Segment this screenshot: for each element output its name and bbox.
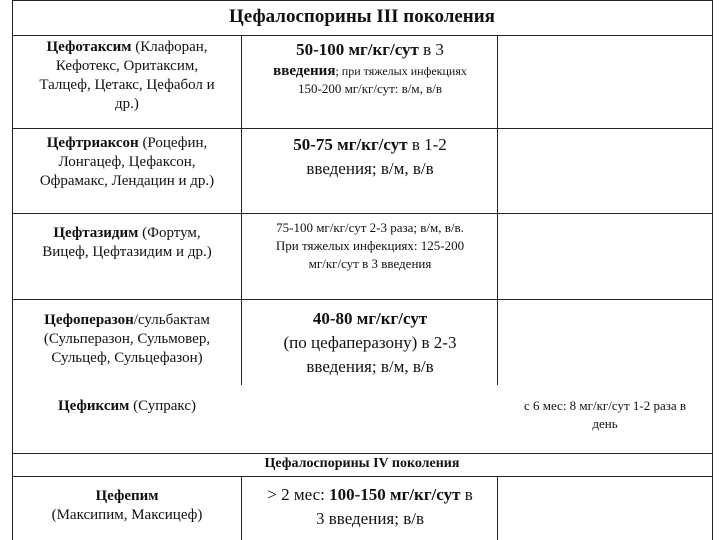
- drug-brands: Талцеф, Цетакс, Цефабол и: [39, 77, 215, 93]
- dose-cell-cefotaxime: [243, 38, 497, 98]
- drug-name: Цефтриаксон: [46, 135, 139, 151]
- grid-line-under-title: [12, 35, 712, 36]
- drug-cell-cefepime: [14, 487, 240, 525]
- drug-brands: др.): [115, 96, 139, 112]
- dose-text: При тяжелых инфекциях: 125-200: [275, 238, 465, 253]
- drug-brands: /сульбактам: [133, 312, 210, 328]
- grid-line-row2-bottom: [12, 213, 712, 214]
- drug-cell-cefotaxime: [14, 38, 240, 114]
- dose-text: ; при тяжелых инфекциях: [335, 64, 467, 78]
- drug-cell-cefoperazone: [14, 311, 240, 368]
- grid-line-section4-top: [12, 453, 712, 454]
- grid-line-section4-title-bottom: [12, 476, 712, 477]
- grid-line-col2-section4: [497, 476, 498, 540]
- grid-line-col1-section4: [241, 476, 242, 540]
- drug-brands: Офрамакс, Лендацин и др.): [39, 173, 215, 189]
- drug-brands: Лонгацеф, Цефаксон,: [58, 154, 196, 170]
- grid-line-top: [12, 0, 712, 1]
- section3-title: Цефалоспорины III поколения: [229, 6, 495, 27]
- drug-brands: Вицеф, Цефтазидим и др.): [42, 244, 212, 260]
- dose-text: (по цефаперазону) в 2-3: [283, 333, 457, 352]
- dose-text: 75-100 мг/кг/сут 2-3 раза; в/м, в/в.: [276, 220, 464, 235]
- drug-name: Цефоперазон: [44, 312, 134, 328]
- dose-text: мг/кг/сут в 3 введения: [308, 256, 432, 271]
- grid-line-row3-bottom: [12, 299, 712, 300]
- drug-name: Цефтазидим: [53, 225, 139, 241]
- drug-brands: (Роцефин,: [138, 135, 208, 151]
- dose-text: введения; в/м, в/в: [306, 159, 434, 178]
- dose-text: в 1-2: [407, 135, 447, 154]
- drug-name: Цефотаксим: [46, 39, 132, 55]
- drug-brands: (Супракс): [129, 398, 196, 414]
- drug-brands: (Сульперазон, Сульмовер,: [43, 331, 211, 347]
- dose-text: введения; в/м, в/в: [306, 357, 434, 376]
- dose-value: 40-80 мг/кг/сут: [312, 309, 428, 328]
- dose-text: с 6 мес: 8 мг/кг/сут 1-2 раза в: [523, 398, 687, 413]
- dose-text: в: [460, 485, 473, 504]
- dose-text: > 2 мес:: [267, 485, 330, 504]
- grid-line-col1: [241, 35, 242, 385]
- dose-cell-cefoperazone: [243, 307, 497, 379]
- drug-cell-ceftazidime: [14, 224, 240, 262]
- drug-cell-ceftriaxone: [14, 134, 240, 191]
- dose-text: 150-200 мг/кг/сут: в/м, в/в: [297, 81, 442, 96]
- drug-brands: (Максипим, Максицеф): [51, 507, 203, 523]
- dose-cell-cefixime: [498, 397, 712, 433]
- dose-text: введения: [273, 63, 336, 79]
- drug-cell-cefixime: [14, 397, 240, 416]
- drug-brands: (Фортум,: [138, 225, 201, 241]
- dose-text: в 3: [418, 40, 444, 59]
- grid-line-col2: [497, 35, 498, 385]
- dose-text: 3 введения; в/в: [316, 509, 424, 528]
- dose-value: 100-150 мг/кг/сут: [329, 485, 461, 504]
- dose-cell-ceftriaxone: [243, 133, 497, 181]
- drug-name: Цефиксим: [58, 398, 130, 414]
- dose-value: 50-75 мг/кг/сут: [293, 135, 408, 154]
- section4-title: Цефалоспорины IV поколения: [264, 456, 460, 471]
- dose-text: день: [592, 416, 618, 431]
- grid-line-right: [712, 0, 713, 540]
- grid-line-row1-bottom: [12, 128, 712, 129]
- drug-name: Цефепим: [95, 488, 159, 504]
- dose-cell-cefepime: [243, 483, 497, 531]
- dose-value: 50-100 мг/кг/сут: [296, 40, 419, 59]
- dose-cell-ceftazidime: [243, 219, 497, 273]
- drug-brands: (Клафоран,: [131, 39, 208, 55]
- drug-brands: Кефотекс, Оритаксим,: [55, 58, 199, 74]
- drug-brands: Сульцеф, Сульцефазон): [51, 350, 203, 366]
